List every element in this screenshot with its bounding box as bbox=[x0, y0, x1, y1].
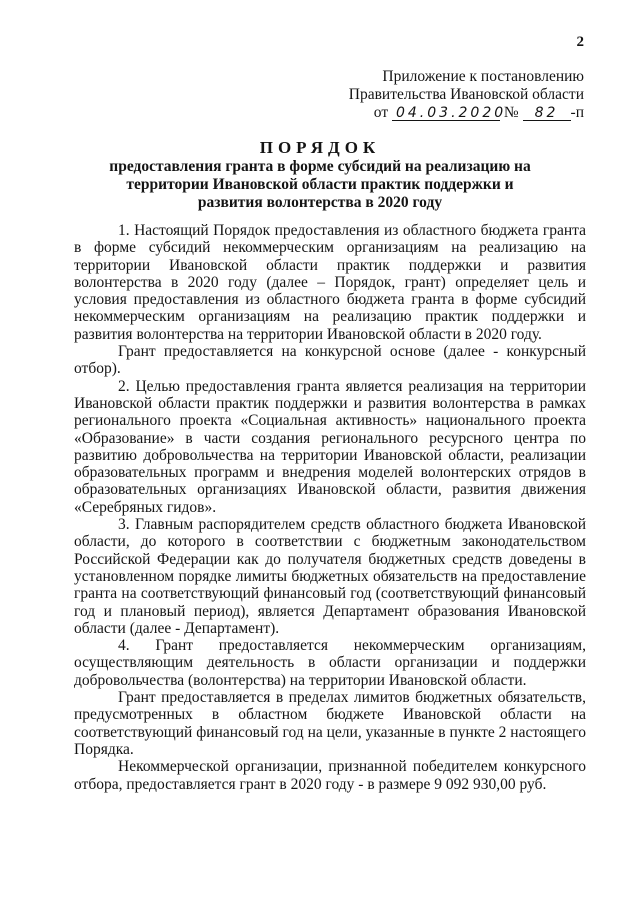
paragraph: 1. Настоящий Порядок предоставления из областного бюджета гранта в форме субсидий некоммерческим организациям на реализацию на территории Ивановской области практик поддержки и развития волонтерства в 2020 году (далее – Порядок, грант) определяет цель и условия предоставления из областного бюджета гранта в форме субсидий некоммерческим организациям на реализацию практик поддержки и развития волонтерства на территории Ивановской области в 2020 году. bbox=[74, 222, 586, 343]
handwritten-number: 82 bbox=[523, 106, 571, 121]
appendix-line-1: Приложение к постановлению bbox=[382, 68, 584, 85]
number-suffix: -п bbox=[570, 104, 584, 121]
paragraph: 4. Грант предоставляется некоммерческим организациям, осуществляющим деятельность в области организации и поддержки добровольчества (волонтерства) на территории Ивановской области. bbox=[74, 637, 586, 689]
appendix-header bbox=[349, 68, 584, 122]
document-title: ПОРЯДОК bbox=[259, 138, 381, 157]
page-number: 2 bbox=[576, 34, 584, 50]
paragraph: 2. Целью предоставления гранта является реализация на территории Ивановской области практик поддержки и развития волонтерства в рамках регионального проекта «Социальная активность» национального проекта «Образование» в части создания регионального ресурсного центра по развитию добровольчества на территории Ивановской области, реализации образовательных программ и внедрения моделей волонтерских отрядов в образовательных организациях Ивановской области, развития движения «Серебряных гидов». bbox=[74, 377, 586, 516]
number-label: № bbox=[503, 104, 519, 121]
appendix-date-line bbox=[349, 104, 584, 122]
paragraph: Некоммерческой организации, признанной победителем конкурсного отбора, предоставляется грант в 2020 году - в размере 9 092 930,00 руб. bbox=[74, 758, 586, 793]
paragraph: Грант предоставляется в пределах лимитов бюджетных обязательств, предусмотренных в областном бюджете Ивановской области на соответствующий финансовый год на цели, указанные в пункте 2 настоящего Порядка. bbox=[74, 689, 587, 758]
document-subtitle: предоставления гранта в форме субсидий на реализацию на территории Ивановской области практик поддержки и развития волонтерства в 2020 году bbox=[109, 158, 531, 211]
from-label: от bbox=[373, 104, 389, 121]
paragraph: 3. Главным распорядителем средств областного бюджета Ивановской области, до которого в соответствии с бюджетным законодательством Российской Федерации как до получателя бюджетных средств доведены в установленном порядке лимиты бюджетных обязательств на предоставление гранта на соответствующий финансовый год (соответствующий финансовый год и плановый период), является Департамент образования Ивановской области (далее - Департамент). bbox=[74, 516, 586, 637]
document-body bbox=[74, 222, 586, 793]
handwritten-date: 04.03.2020 bbox=[392, 106, 500, 121]
appendix-line-2: Правительства Ивановской области bbox=[348, 86, 584, 103]
paragraph: Грант предоставляется на конкурсной основе (далее - конкурсный отбор). bbox=[74, 343, 586, 378]
